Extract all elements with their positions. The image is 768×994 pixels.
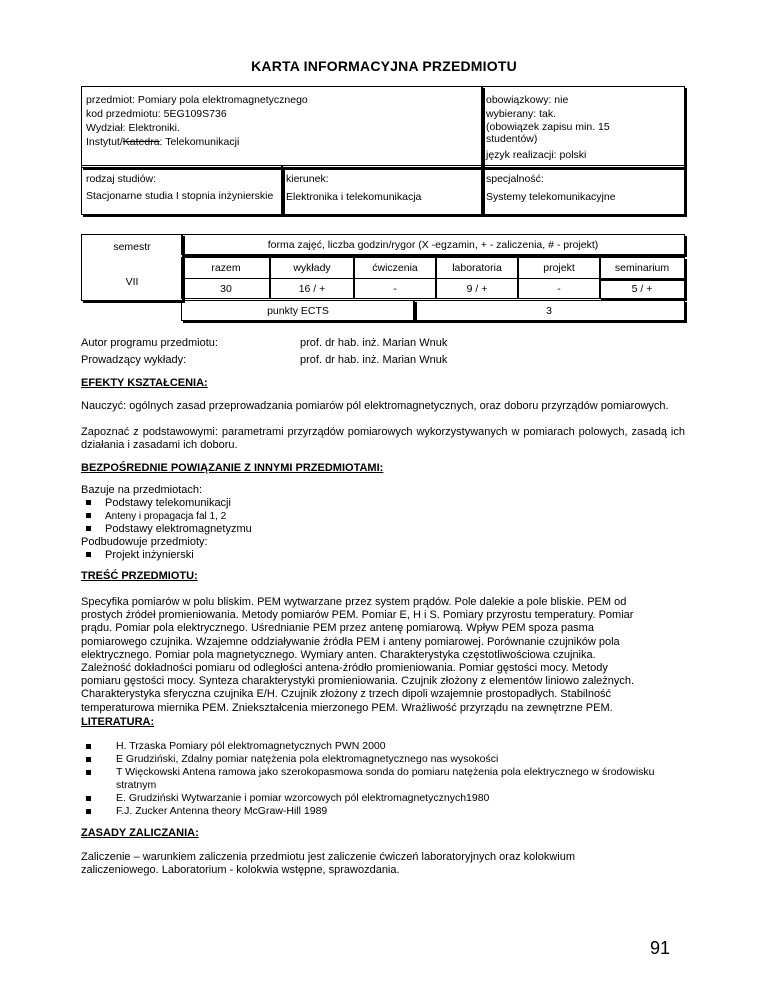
header-exercises: ćwiczenia bbox=[372, 262, 418, 274]
header-lectures: wykłady bbox=[293, 262, 331, 274]
authors-labels bbox=[81, 335, 218, 369]
supports-item-text: Projekt inżynierski bbox=[105, 549, 194, 561]
bullet-icon bbox=[86, 757, 91, 762]
author-value: prof. dr hab. inż. Marian Wnuk bbox=[300, 337, 448, 349]
value-total: 30 bbox=[220, 282, 232, 295]
header-seminar: seminarium bbox=[614, 262, 670, 274]
bullet-icon bbox=[86, 744, 91, 749]
content-paragraph bbox=[81, 596, 685, 715]
based-on-item-text: Podstawy elektromagnetyzmu bbox=[105, 523, 252, 535]
based-on-item bbox=[86, 497, 231, 510]
header-cell-seminar bbox=[599, 257, 685, 279]
content-line: Zależność dokładności pomiaru od odległości antena-źródło promieniowania. Pomiar gęstości mocy. Metody bbox=[81, 662, 608, 675]
header-cell-project bbox=[517, 257, 601, 279]
bullet-icon bbox=[86, 796, 91, 801]
based-on-item-text: Anteny i propagacja fal 1, 2 bbox=[105, 511, 227, 522]
literature-item bbox=[86, 753, 676, 766]
content-line: elektrycznego. Pomiar pola magnetycznego. Wymiary anten. Charakterystyka częstotliwościowa czujnika. bbox=[81, 648, 596, 661]
value-cell-total bbox=[181, 278, 271, 299]
based-on-item bbox=[86, 523, 252, 536]
form-header: forma zajęć, liczba godzin/rygor (X -egzamin, + - zaliczenia, # - projekt) bbox=[267, 238, 599, 251]
faculty: Wydział: Elektroniki. bbox=[86, 122, 180, 134]
bullet-icon bbox=[86, 770, 91, 775]
header-cell-laboratories bbox=[435, 257, 519, 279]
value-exercises: - bbox=[393, 282, 397, 295]
header-cell-lectures bbox=[269, 257, 355, 279]
institute-suffix: : Telekomunikacji bbox=[159, 136, 240, 148]
author-label: Autor programu przedmiotu: bbox=[81, 337, 218, 349]
field-label: kierunek: bbox=[286, 173, 329, 185]
outcomes-paragraph-1: Nauczyć: ogólnych zasad przeprowadzania pomiarów pól elektromagnetycznych, oraz doboru przyrządów pomiarowych. bbox=[81, 400, 669, 412]
schedule-table bbox=[81, 234, 685, 322]
language: język realizacji: polski bbox=[486, 149, 587, 161]
header-cell-total bbox=[181, 257, 271, 279]
literature-item bbox=[86, 805, 676, 818]
bullet-icon bbox=[86, 526, 91, 531]
content-line: Specyfika pomiarów w polu bliskim. PEM wytwarzane przez system prądów. Pole dalekie a pole bliskie. PEM od bbox=[81, 596, 627, 608]
literature-item-text: E Grudziński, Zdalny pomiar natężenia pola elektromagnetycznego nas wysokości bbox=[116, 753, 499, 765]
subject-code: kod przedmiotu: 5EG109S736 bbox=[86, 108, 227, 120]
relations-heading: BEZPOŚREDNIE POWIĄZANIE Z INNYMI PRZEDMIOTAMI: bbox=[81, 462, 384, 474]
ects-label: punkty ECTS bbox=[267, 304, 329, 317]
literature-item-text: F.J. Zucker Antenna theory McGraw-Hill 1989 bbox=[116, 805, 328, 817]
page-number: 91 bbox=[650, 938, 671, 958]
rules-line: Zaliczenie – warunkiem zaliczenia przedmiotu jest zaliczenie ćwiczeń laboratoryjnych oraz kolokwium bbox=[81, 851, 575, 863]
lecturer-label: Prowadzący wykłady: bbox=[81, 354, 187, 366]
content-line: prostych źródeł promieniowania. Metody pomiarów PEM. Pomiar E, H i S. Pomiary przyrostu temperatury. Pomiar bbox=[81, 609, 634, 622]
value-project: - bbox=[557, 282, 561, 295]
enrollment-note-2: studentów) bbox=[486, 133, 538, 145]
ects-value: 3 bbox=[546, 304, 552, 317]
obligatory: obowiązkowy: nie bbox=[486, 94, 569, 106]
bullet-icon bbox=[86, 500, 91, 505]
supports-item bbox=[86, 549, 194, 562]
value-cell-laboratories bbox=[435, 278, 519, 299]
document-title: KARTA INFORMACYJNA PRZEDMIOTU bbox=[251, 58, 517, 74]
study-type-label: rodzaj studiów: bbox=[86, 173, 157, 185]
institute-struck: Katedra bbox=[122, 136, 160, 148]
study-type-box bbox=[81, 165, 283, 215]
subject-info-box bbox=[81, 86, 483, 168]
value-cell-seminar bbox=[599, 278, 685, 299]
content-line: Charakterystyka sferyczna czujnika E/H. Czujnik złożony z trzech dipoli wzajemnie prostopadłych. Stabilność bbox=[81, 688, 612, 701]
bullet-icon bbox=[86, 552, 91, 557]
based-on-item-text: Podstawy telekomunikacji bbox=[105, 497, 231, 509]
lecturer-value: prof. dr hab. inż. Marian Wnuk bbox=[300, 354, 448, 366]
field-box bbox=[281, 165, 483, 215]
institute-prefix: Instytut/ bbox=[86, 136, 123, 148]
header-project: projekt bbox=[543, 262, 575, 274]
form-header-cell bbox=[181, 234, 685, 255]
obligation-box bbox=[481, 86, 685, 168]
enrollment-note-1: (obowiązek zapisu min. 15 bbox=[486, 121, 610, 133]
based-on-item bbox=[86, 510, 226, 523]
specialty-value: Systemy telekomunikacyjne bbox=[486, 191, 616, 203]
literature-item-text: E. Grudziński Wytwarzanie i pomiar wzorcowych pól elektromagnetycznych1980 bbox=[116, 792, 490, 804]
elective: wybierany: tak. bbox=[486, 108, 557, 120]
ects-label-cell bbox=[181, 300, 415, 321]
rules-heading: ZASADY ZALICZANIA: bbox=[81, 827, 199, 839]
bullet-icon bbox=[86, 513, 91, 518]
supports-label: Podbudowuje przedmioty: bbox=[81, 536, 208, 548]
outcomes-paragraph-2: Zapoznać z podstawowymi: parametrami przyrządów pomiarowych wykorzystywanych w pomiarach polowych, zasadą ich działania i zasadami ich doboru. bbox=[81, 426, 685, 452]
semester-label: semestr bbox=[113, 241, 151, 253]
value-lectures: 16 / + bbox=[298, 282, 326, 295]
header-laboratories: laboratoria bbox=[452, 262, 502, 274]
based-on-label: Bazuje na przedmiotach: bbox=[81, 484, 203, 496]
value-cell-exercises bbox=[353, 278, 437, 299]
value-cell-project bbox=[517, 278, 601, 299]
literature-item-text: H. Trzaska Pomiary pól elektromagnetycznych PWN 2000 bbox=[116, 740, 386, 752]
field-value: Elektronika i telekomunikacja bbox=[286, 191, 422, 203]
content-line: prądu. Pomiar pola elektrycznego. Uśrednianie PEM przez antenę pomiarową. Wpływ PEM spoza pasma bbox=[81, 622, 594, 635]
literature-item bbox=[86, 766, 676, 792]
content-line: pomiarowego czujnika. Wzajemne oddziaływanie źródła PEM i anteny pomiarowej. Porównanie czujników pola bbox=[81, 635, 620, 648]
outcomes-heading: EFEKTY KSZTAŁCENIA: bbox=[81, 377, 208, 389]
specialty-box bbox=[481, 165, 685, 215]
value-laboratories: 9 / + bbox=[466, 282, 488, 295]
content-line: pomiaru gęstości mocy. Synteza charakterystyki promieniowania. Czujnik złożony z elementów liniowo zależnych. bbox=[81, 675, 635, 688]
literature-heading: LITERATURA: bbox=[81, 716, 155, 728]
rules-line: zaliczeniowego. Laboratorium - kolokwia wstępne, sprawozdania. bbox=[81, 864, 400, 877]
ects-value-cell bbox=[413, 300, 685, 321]
bullet-icon bbox=[86, 809, 91, 814]
value-seminar: 5 / + bbox=[631, 282, 653, 295]
content-line: temperaturowa miernika PEM. Zniekształcenia mierzonego PEM. Wrażliwość przyrządu na zewnętrzne PEM. bbox=[81, 701, 613, 714]
literature-item-text: T Więckowski Antena ramowa jako szerokopasmowa sonda do pomiaru natężenia pola elektrycznego w środowisku stratnym bbox=[116, 766, 655, 791]
semester-value: VII bbox=[125, 276, 139, 288]
literature-item bbox=[86, 792, 676, 805]
subject-name: przedmiot: Pomiary pola elektromagnetycznego bbox=[86, 94, 308, 106]
header-total: razem bbox=[211, 262, 241, 274]
header-cell-exercises bbox=[353, 257, 437, 279]
literature-item bbox=[86, 740, 676, 753]
value-cell-lectures bbox=[269, 278, 355, 299]
specialty-label: specjalność: bbox=[486, 173, 544, 185]
institute bbox=[86, 135, 478, 149]
semester-value-cell bbox=[81, 264, 183, 301]
rules-paragraph bbox=[81, 851, 685, 877]
study-type-value: Stacjonarne studia I stopnia inżynierskie bbox=[86, 190, 274, 202]
content-heading: TREŚĆ PRZEDMIOTU: bbox=[81, 570, 198, 582]
authors-values bbox=[300, 335, 447, 369]
